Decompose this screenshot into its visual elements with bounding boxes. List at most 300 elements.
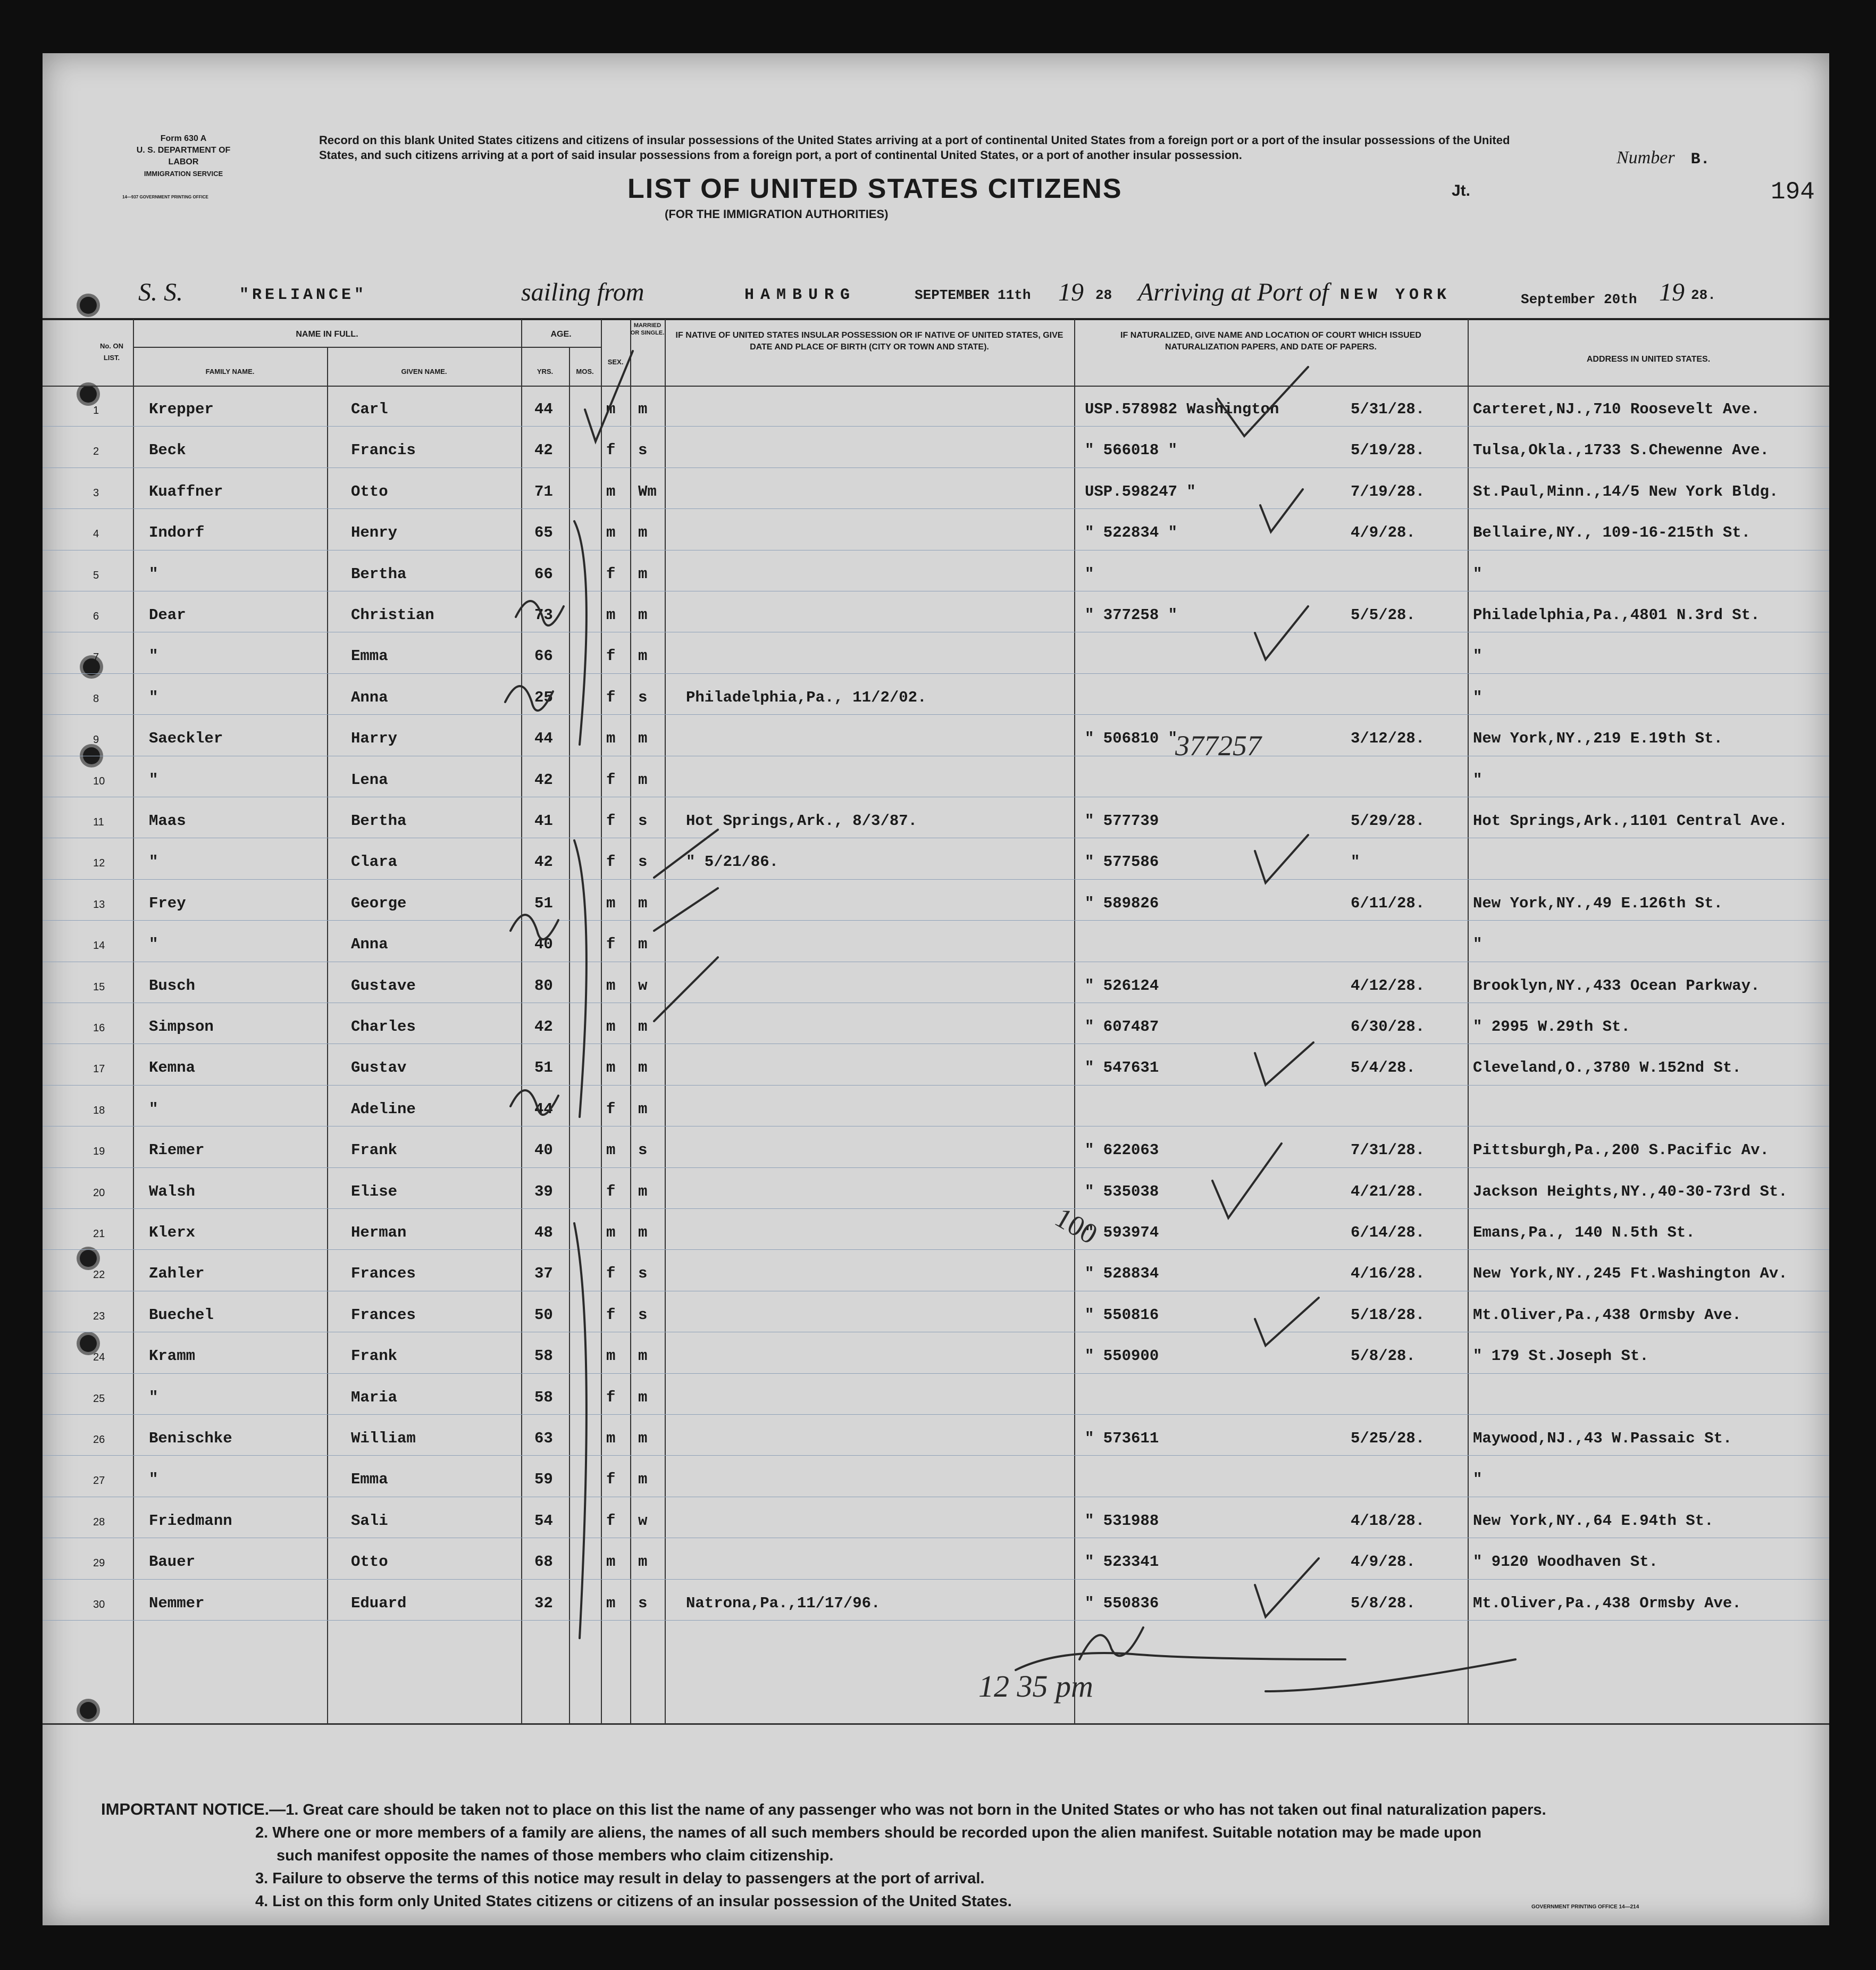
marital-status: m	[638, 1471, 648, 1489]
naturalization-paper: " 535038	[1085, 1182, 1159, 1200]
table-row	[43, 838, 1829, 879]
sex: m	[606, 482, 616, 500]
us-address: Maywood,NJ.,43 W.Passaic St.	[1473, 1430, 1732, 1447]
table-row	[43, 386, 1829, 427]
naturalization-date: 5/8/28.	[1351, 1347, 1416, 1365]
age-years: 40	[534, 1141, 553, 1159]
header-no: No. ON LIST.	[99, 342, 124, 362]
marital-status: m	[638, 400, 648, 418]
marital-status: m	[638, 894, 648, 912]
naturalization-paper: " 377258 "	[1085, 606, 1178, 624]
age-years: 42	[534, 853, 553, 871]
us-address: New York,NY.,245 Ft.Washington Av.	[1473, 1265, 1788, 1283]
naturalization-date: 5/25/28.	[1351, 1430, 1425, 1447]
naturalization-paper: " 528834	[1085, 1265, 1159, 1283]
us-address: New York,NY.,219 E.19th St.	[1473, 730, 1723, 748]
table-row	[43, 1126, 1829, 1167]
table-row	[43, 550, 1829, 591]
sex: f	[606, 936, 616, 954]
naturalization-date: 5/5/28.	[1351, 606, 1416, 624]
naturalization-date: 6/11/28.	[1351, 894, 1425, 912]
row-number: 20	[93, 1187, 105, 1199]
sex: m	[606, 1018, 616, 1036]
sex: f	[606, 1182, 616, 1200]
family-name: Friedmann	[149, 1512, 232, 1530]
marital-status: s	[638, 1265, 648, 1283]
us-address: St.Paul,Minn.,14/5 New York Bldg.	[1473, 482, 1779, 500]
marital-status: s	[638, 688, 648, 706]
table-row	[43, 1374, 1829, 1415]
arrive-date: September 20th	[1521, 291, 1637, 307]
marital-status: w	[638, 1512, 648, 1530]
table-row	[43, 756, 1829, 797]
table-bottom-rule	[43, 1723, 1829, 1725]
given-name: Emma	[351, 1471, 388, 1489]
sex: m	[606, 1347, 616, 1365]
punch-hole	[80, 1702, 97, 1719]
table-row	[43, 1456, 1829, 1497]
family-name: Riemer	[149, 1141, 205, 1159]
important-notice	[101, 1798, 1803, 1913]
naturalization-date: 5/8/28.	[1351, 1594, 1416, 1612]
family-name: "	[149, 771, 158, 789]
ship-name: "RELIANCE"	[239, 286, 367, 304]
age-years: 66	[534, 565, 553, 583]
header-family: FAMILY NAME.	[205, 368, 255, 375]
naturalization-paper: " 550816	[1085, 1306, 1159, 1324]
us-address: "	[1473, 688, 1483, 706]
row-number: 2	[93, 446, 99, 458]
age-years: 63	[534, 1430, 553, 1447]
given-name: Maria	[351, 1388, 398, 1406]
sex: f	[606, 647, 616, 665]
family-name: Dear	[149, 606, 186, 624]
naturalization-date: 4/12/28.	[1351, 976, 1425, 995]
table-row	[43, 468, 1829, 509]
table-row	[43, 1415, 1829, 1456]
row-number: 7	[93, 652, 99, 664]
row-number: 11	[93, 816, 104, 828]
age-years: 68	[534, 1553, 553, 1571]
row-number: 9	[93, 734, 99, 746]
number-value: B.	[1690, 151, 1710, 169]
marital-status: m	[638, 1553, 648, 1571]
row-number: 1	[93, 405, 99, 416]
given-name: Elise	[351, 1182, 398, 1200]
age-years: 66	[534, 647, 553, 665]
row-number: 22	[93, 1269, 105, 1281]
table-row	[43, 591, 1829, 632]
header-age: AGE.	[550, 330, 572, 339]
sex: f	[606, 1100, 616, 1118]
marital-status: s	[638, 441, 648, 460]
table-row	[43, 962, 1829, 1003]
naturalization-paper: " 607487	[1085, 1018, 1159, 1036]
row-number: 23	[93, 1310, 105, 1322]
marital-status: m	[638, 1100, 648, 1118]
sex: m	[606, 1553, 616, 1571]
age-years: 59	[534, 1471, 553, 1489]
given-name: Anna	[351, 688, 388, 706]
depart-year: 28	[1095, 287, 1112, 303]
us-address: Carteret,NJ.,710 Roosevelt Ave.	[1473, 400, 1760, 418]
table-row	[43, 1086, 1829, 1126]
us-address: "	[1473, 565, 1483, 583]
sex: f	[606, 1512, 616, 1530]
naturalization-date: 5/19/28.	[1351, 441, 1425, 460]
naturalization-date: "	[1351, 853, 1360, 871]
row-number: 4	[93, 528, 99, 540]
handwritten-count: 100	[1050, 1201, 1103, 1250]
us-address: Mt.Oliver,Pa.,438 Ormsby Ave.	[1473, 1594, 1741, 1612]
naturalization-date: 5/29/28.	[1351, 812, 1425, 830]
given-name: Henry	[351, 524, 398, 542]
table-row	[43, 1497, 1829, 1538]
age-years: 41	[534, 812, 553, 830]
given-name: Otto	[351, 1553, 388, 1571]
us-address: " 9120 Woodhaven St.	[1473, 1553, 1659, 1571]
row-number: 26	[93, 1434, 105, 1446]
sex: m	[606, 1224, 616, 1241]
family-name: "	[149, 853, 158, 871]
row-number: 17	[93, 1063, 105, 1075]
family-name: Krepper	[149, 400, 214, 418]
marital-status: m	[638, 1224, 648, 1241]
marital-status: m	[638, 1018, 648, 1036]
given-name: Bertha	[351, 565, 407, 583]
us-address: Mt.Oliver,Pa.,438 Ormsby Ave.	[1473, 1306, 1741, 1324]
naturalization-date: 6/14/28.	[1351, 1224, 1425, 1241]
family-name: "	[149, 647, 158, 665]
table-row	[43, 674, 1829, 715]
age-years: 71	[534, 482, 553, 500]
given-name: Carl	[351, 400, 388, 418]
row-number: 3	[93, 487, 99, 499]
table-row	[43, 1003, 1829, 1044]
family-name: "	[149, 936, 158, 954]
table-row	[43, 880, 1829, 921]
naturalization-paper: " 622063	[1085, 1141, 1159, 1159]
us-address: Pittsburgh,Pa.,200 S.Pacific Av.	[1473, 1141, 1769, 1159]
family-name: Bauer	[149, 1553, 196, 1571]
us-address: New York,NY.,64 E.94th St.	[1473, 1512, 1714, 1530]
naturalization-date: 3/12/28.	[1351, 730, 1425, 748]
marital-status: m	[638, 565, 648, 583]
gpo-footer: GOVERNMENT PRINTING OFFICE 14—214	[1531, 1904, 1639, 1910]
given-name: Gustav	[351, 1059, 407, 1077]
department: U. S. DEPARTMENT OF LABOR	[136, 146, 231, 166]
naturalization-paper: " 531988	[1085, 1512, 1159, 1530]
family-name: Kemna	[149, 1059, 196, 1077]
age-years: 58	[534, 1388, 553, 1406]
given-name: Charles	[351, 1018, 416, 1036]
row-number: 15	[93, 981, 105, 993]
gpo-small: 14—937 GOVERNMENT PRINTING OFFICE	[122, 195, 208, 199]
age-years: 50	[534, 1306, 553, 1324]
us-address: "	[1473, 1471, 1483, 1489]
notice-item-4: 4. List on this form only United States citizens or citizens of an insular possession of the United States.	[255, 1893, 1012, 1910]
marital-status: m	[638, 1182, 648, 1200]
table-row	[43, 921, 1829, 962]
given-name: Eduard	[351, 1594, 407, 1612]
row-number: 28	[93, 1516, 105, 1528]
marital-status: s	[638, 1141, 648, 1159]
table-row	[43, 1250, 1829, 1291]
voyage-line	[43, 266, 1829, 320]
table-row	[43, 1209, 1829, 1250]
marital-status: m	[638, 771, 648, 789]
row-number: 24	[93, 1351, 105, 1364]
family-name: Frey	[149, 894, 186, 912]
given-name: Bertha	[351, 812, 407, 830]
us-address: New York,NY.,49 E.126th St.	[1473, 894, 1723, 912]
header-married: MARRIED OR SINGLE.	[630, 322, 665, 336]
given-name: Clara	[351, 853, 398, 871]
page-subtitle: (FOR THE IMMIGRATION AUTHORITIES)	[665, 207, 889, 221]
age-years: 42	[534, 441, 553, 460]
row-number: 21	[93, 1228, 105, 1240]
naturalization-paper: " 577586	[1085, 853, 1159, 871]
us-address: "	[1473, 647, 1483, 665]
naturalization-paper: " 547631	[1085, 1059, 1159, 1077]
marital-status: m	[638, 1388, 648, 1406]
notice-item-2a: 2. Where one or more members of a family are aliens, the names of all such members should be recorded upon the alien manifest. Suitable notation may be made upon	[255, 1824, 1482, 1841]
sex: m	[606, 524, 616, 542]
row-number: 18	[93, 1104, 105, 1116]
sex: f	[606, 853, 616, 871]
family-name: "	[149, 565, 158, 583]
sex: m	[606, 400, 616, 418]
naturalization-paper: " 566018 "	[1085, 441, 1178, 460]
notice-item-1: 1. Great care should be taken not to place on this list the name of any passenger who was not born in the United States or who has not taken out final naturalization papers.	[286, 1801, 1546, 1818]
arriving-label: Arriving at Port of	[1138, 278, 1329, 306]
marital-status: m	[638, 606, 648, 624]
us-address: "	[1473, 936, 1483, 954]
arrive-year: 28.	[1691, 287, 1716, 303]
marital-status: s	[638, 1594, 648, 1612]
row-number: 19	[93, 1146, 105, 1158]
naturalization-date: 4/16/28.	[1351, 1265, 1425, 1283]
given-name: Emma	[351, 647, 388, 665]
given-name: Harry	[351, 730, 398, 748]
us-address: Cleveland,O.,3780 W.152nd St.	[1473, 1059, 1741, 1077]
marital-status: s	[638, 1306, 648, 1324]
age-years: 25	[534, 688, 553, 706]
given-name: Francis	[351, 441, 416, 460]
row-number: 27	[93, 1475, 105, 1487]
header-yrs: YRS.	[537, 368, 554, 375]
row-number: 8	[93, 692, 99, 705]
service: IMMIGRATION SERVICE	[144, 170, 223, 178]
naturalization-paper: " 550900	[1085, 1347, 1159, 1365]
given-name: Gustave	[351, 976, 416, 995]
manifest-page	[43, 53, 1829, 1925]
naturalization-paper: USP.578982 Washington	[1085, 400, 1279, 418]
marital-status: w	[638, 976, 648, 995]
given-name: William	[351, 1430, 416, 1447]
header-native: IF NATIVE OF UNITED STATES INSULAR POSSESSION OR IF NATIVE OF UNITED STATES, GIVE DATE AND PLACE OF BIRTH (CITY OR TOWN AND STATE).	[675, 331, 1063, 352]
row-number: 14	[93, 940, 105, 952]
row-rule	[43, 1620, 1829, 1621]
header-given: GIVEN NAME.	[401, 368, 447, 375]
table-row	[43, 1168, 1829, 1209]
age-years: 54	[534, 1512, 553, 1530]
naturalization-paper: " 573611	[1085, 1430, 1159, 1447]
sex: f	[606, 1306, 616, 1324]
given-name: Frances	[351, 1306, 416, 1324]
age-years: 39	[534, 1182, 553, 1200]
given-name: Sali	[351, 1512, 388, 1530]
given-name: Lena	[351, 771, 388, 789]
table-row	[43, 509, 1829, 550]
family-name: Zahler	[149, 1265, 205, 1283]
naturalization-date: 4/9/28.	[1351, 524, 1416, 542]
sex: m	[606, 894, 616, 912]
age-years: 42	[534, 1018, 553, 1036]
given-name: Anna	[351, 936, 388, 954]
handwritten-time: 12 35 pm	[978, 1669, 1093, 1704]
family-name: Indorf	[149, 524, 205, 542]
naturalization-date: 4/18/28.	[1351, 1512, 1425, 1530]
sex: f	[606, 441, 616, 460]
family-name: Klerx	[149, 1224, 196, 1241]
marital-status: s	[638, 853, 648, 871]
handwritten-paper-number: 377257	[1175, 730, 1261, 762]
family-name: Buechel	[149, 1306, 214, 1324]
marital-status: m	[638, 647, 648, 665]
family-name: Kramm	[149, 1347, 196, 1365]
birth-place: Philadelphia,Pa., 11/2/02.	[686, 688, 927, 706]
table-row	[43, 427, 1829, 468]
naturalization-date: 4/9/28.	[1351, 1553, 1416, 1571]
header-rule	[133, 347, 601, 348]
sex: f	[606, 1388, 616, 1406]
naturalization-paper: " 593974	[1085, 1224, 1159, 1241]
row-number: 30	[93, 1598, 105, 1610]
family-name: Kuaffner	[149, 482, 223, 500]
marital-status: Wm	[638, 482, 657, 500]
notice-item-2b: such manifest opposite the names of those members who claim citizenship.	[277, 1847, 834, 1864]
naturalization-paper: " 526124	[1085, 976, 1159, 995]
row-number: 5	[93, 569, 99, 581]
age-years: 40	[534, 936, 553, 954]
naturalization-paper: " 506810 "	[1085, 730, 1178, 748]
marital-status: m	[638, 1430, 648, 1447]
table-row	[43, 1291, 1829, 1332]
age-years: 48	[534, 1224, 553, 1241]
us-address: " 179 St.Joseph St.	[1473, 1347, 1649, 1365]
naturalization-paper: " 523341	[1085, 1553, 1159, 1571]
us-address: Hot Springs,Ark.,1101 Central Ave.	[1473, 812, 1788, 830]
depart-year-prefix: 19	[1058, 278, 1084, 306]
jt-label: Jt.	[1452, 182, 1471, 199]
row-number: 12	[93, 857, 105, 870]
birth-place: " 5/21/86.	[686, 853, 779, 871]
naturalization-paper: " 522834 "	[1085, 524, 1178, 542]
row-number: 16	[93, 1022, 105, 1034]
marital-status: m	[638, 1059, 648, 1077]
table-row	[43, 715, 1829, 756]
age-years: 51	[534, 894, 553, 912]
given-name: Frank	[351, 1347, 398, 1365]
marital-status: m	[638, 1347, 648, 1365]
family-name: Maas	[149, 812, 186, 830]
row-number: 10	[93, 775, 105, 787]
family-name: Nemmer	[149, 1594, 205, 1612]
us-address: Jackson Heights,NY.,40-30-73rd St.	[1473, 1182, 1788, 1200]
sex: m	[606, 1059, 616, 1077]
us-address: Emans,Pa., 140 N.5th St.	[1473, 1224, 1695, 1241]
us-address: Tulsa,Okla.,1733 S.Chewenne Ave.	[1473, 441, 1769, 460]
us-address: Philadelphia,Pa.,4801 N.3rd St.	[1473, 606, 1760, 624]
us-address: "	[1473, 771, 1483, 789]
page-title: LIST OF UNITED STATES CITIZENS	[627, 173, 1123, 204]
family-name: Beck	[149, 441, 186, 460]
sex: f	[606, 1471, 616, 1489]
family-name: Saeckler	[149, 730, 223, 748]
naturalization-date: 7/31/28.	[1351, 1141, 1425, 1159]
age-years: 58	[534, 1347, 553, 1365]
birth-place: Hot Springs,Ark., 8/3/87.	[686, 812, 918, 830]
age-years: 37	[534, 1265, 553, 1283]
given-name: Otto	[351, 482, 388, 500]
age-years: 32	[534, 1594, 553, 1612]
sex: m	[606, 976, 616, 995]
sex: f	[606, 812, 616, 830]
given-name: Adeline	[351, 1100, 416, 1118]
form-identifier	[122, 133, 245, 203]
number-field	[1617, 148, 1710, 169]
sex: m	[606, 606, 616, 624]
notice-item-3: 3. Failure to observe the terms of this notice may result in delay to passengers at the port of arrival.	[255, 1870, 985, 1887]
arrive-year-prefix: 19	[1659, 278, 1685, 306]
table-row	[43, 1538, 1829, 1579]
header-naturalized: IF NATURALIZED, GIVE NAME AND LOCATION OF COURT WHICH ISSUED NATURALIZATION PAPERS, AND DATE OF PAPERS.	[1120, 331, 1421, 352]
marital-status: m	[638, 524, 648, 542]
sex: f	[606, 565, 616, 583]
naturalization-paper: USP.598247 "	[1085, 482, 1196, 500]
header-mos: MOS.	[576, 368, 594, 375]
naturalization-date: 6/30/28.	[1351, 1018, 1425, 1036]
header-name: NAME IN FULL.	[296, 330, 358, 339]
sex: m	[606, 1141, 616, 1159]
age-years: 65	[534, 524, 553, 542]
form-number: Form 630 A	[160, 134, 207, 143]
notice-label: IMPORTANT NOTICE.—	[101, 1800, 286, 1818]
sailing-label: sailing from	[521, 278, 644, 306]
naturalization-paper: " 589826	[1085, 894, 1159, 912]
family-name: Benischke	[149, 1430, 232, 1447]
page-number: 194	[1771, 178, 1815, 206]
header-sex: SEX.	[607, 358, 624, 366]
naturalization-date: 4/21/28.	[1351, 1182, 1425, 1200]
table-row	[43, 1044, 1829, 1085]
us-address: Bellaire,NY., 109-16-215th St.	[1473, 524, 1751, 542]
us-address: " 2995 W.29th St.	[1473, 1018, 1630, 1036]
marital-status: s	[638, 812, 648, 830]
sex: m	[606, 730, 616, 748]
table-row	[43, 1332, 1829, 1373]
family-name: Walsh	[149, 1182, 196, 1200]
marital-status: m	[638, 730, 648, 748]
sex: f	[606, 771, 616, 789]
top-notice: Record on this blank United States citizens and citizens of insular possessions of the United States arriving at a port of continental United States from a foreign port or a port of the insular possessions of the United States, and such citizens arriving at a port of said insular possessions from a foreign port, a port of continental United States, or a port of another insular possession.	[319, 133, 1510, 162]
marital-status: m	[638, 936, 648, 954]
row-number: 6	[93, 611, 99, 622]
signature	[1016, 1653, 1345, 1670]
family-name: "	[149, 1388, 158, 1406]
table-row	[43, 797, 1829, 838]
